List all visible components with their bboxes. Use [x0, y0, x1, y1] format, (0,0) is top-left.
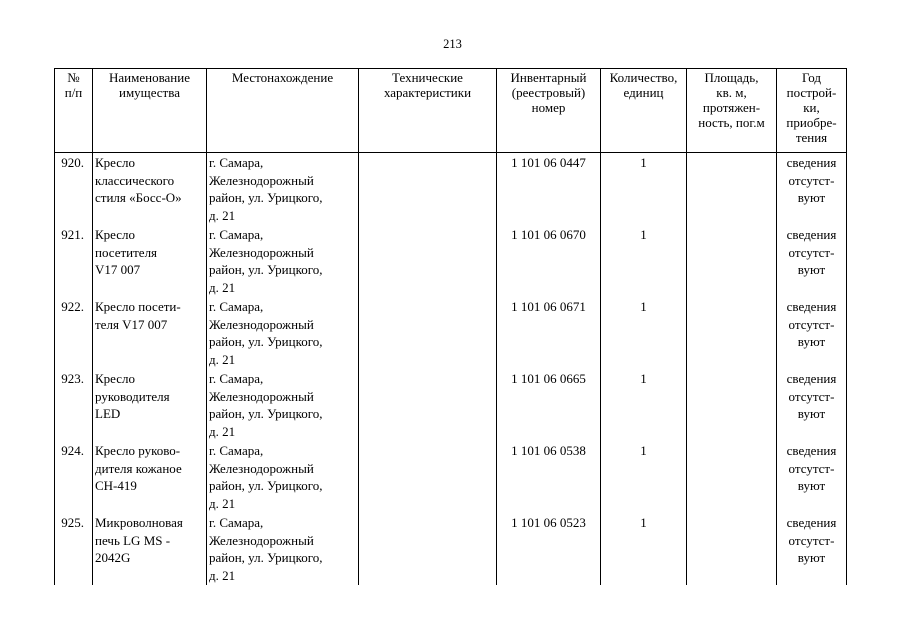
row-number: 922. — [55, 297, 93, 369]
row-location: г. Самара, Железнодорожный район, ул. Урицкого, д. 21 — [207, 513, 359, 585]
row-quantity: 1 — [601, 513, 687, 585]
row-quantity: 1 — [601, 297, 687, 369]
table-row — [55, 297, 847, 369]
row-area — [687, 513, 777, 585]
row-inventory: 1 101 06 0671 — [497, 297, 601, 369]
row-tech — [359, 513, 497, 585]
row-year: сведения отсутст- вуют — [777, 225, 847, 297]
row-number: 923. — [55, 369, 93, 441]
table-row — [55, 441, 847, 513]
row-name: Кресло посети- теля V17 007 — [93, 297, 207, 369]
row-location: г. Самара, Железнодорожный район, ул. Урицкого, д. 21 — [207, 441, 359, 513]
row-tech — [359, 369, 497, 441]
header-tech: Технические характеристики — [359, 69, 497, 153]
header-number: № п/п — [55, 69, 93, 153]
header-row — [55, 69, 847, 153]
row-area — [687, 225, 777, 297]
header-inventory: Инвентарный (реестровый) номер — [497, 69, 601, 153]
row-area — [687, 297, 777, 369]
row-location: г. Самара, Железнодорожный район, ул. Урицкого, д. 21 — [207, 153, 359, 226]
header-year: Год построй- ки, приобре- тения — [777, 69, 847, 153]
row-quantity: 1 — [601, 369, 687, 441]
row-location: г. Самара, Железнодорожный район, ул. Урицкого, д. 21 — [207, 297, 359, 369]
row-year: сведения отсутст- вуют — [777, 513, 847, 585]
header-name: Наименование имущества — [93, 69, 207, 153]
row-year: сведения отсутст- вуют — [777, 297, 847, 369]
page-number: 213 — [443, 37, 462, 51]
table-row — [55, 513, 847, 585]
row-year: сведения отсутст- вуют — [777, 441, 847, 513]
property-table — [54, 68, 847, 585]
row-location: г. Самара, Железнодорожный район, ул. Урицкого, д. 21 — [207, 369, 359, 441]
row-quantity: 1 — [601, 441, 687, 513]
row-inventory: 1 101 06 0447 — [497, 153, 601, 226]
header-quantity: Количество, единиц — [601, 69, 687, 153]
row-tech — [359, 297, 497, 369]
row-name: Кресло руководителя LED — [93, 369, 207, 441]
header-area: Площадь, кв. м, протяжен- ность, пог.м — [687, 69, 777, 153]
row-area — [687, 153, 777, 226]
row-number: 924. — [55, 441, 93, 513]
row-tech — [359, 225, 497, 297]
row-name: Кресло посетителя V17 007 — [93, 225, 207, 297]
row-inventory: 1 101 06 0665 — [497, 369, 601, 441]
row-area — [687, 369, 777, 441]
table-row — [55, 369, 847, 441]
row-quantity: 1 — [601, 225, 687, 297]
row-name: Микроволновая печь LG MS - 2042G — [93, 513, 207, 585]
row-tech — [359, 153, 497, 226]
row-location: г. Самара, Железнодорожный район, ул. Урицкого, д. 21 — [207, 225, 359, 297]
row-name: Кресло руково- дителя кожаное CH-419 — [93, 441, 207, 513]
row-area — [687, 441, 777, 513]
row-quantity: 1 — [601, 153, 687, 226]
table-row — [55, 153, 847, 226]
row-tech — [359, 441, 497, 513]
row-inventory: 1 101 06 0538 — [497, 441, 601, 513]
row-year: сведения отсутст- вуют — [777, 153, 847, 226]
row-year: сведения отсутст- вуют — [777, 369, 847, 441]
row-inventory: 1 101 06 0523 — [497, 513, 601, 585]
row-number: 921. — [55, 225, 93, 297]
header-location: Местонахождение — [207, 69, 359, 153]
row-inventory: 1 101 06 0670 — [497, 225, 601, 297]
row-number: 920. — [55, 153, 93, 226]
table-row — [55, 225, 847, 297]
row-name: Кресло классического стиля «Босс-О» — [93, 153, 207, 226]
row-number: 925. — [55, 513, 93, 585]
